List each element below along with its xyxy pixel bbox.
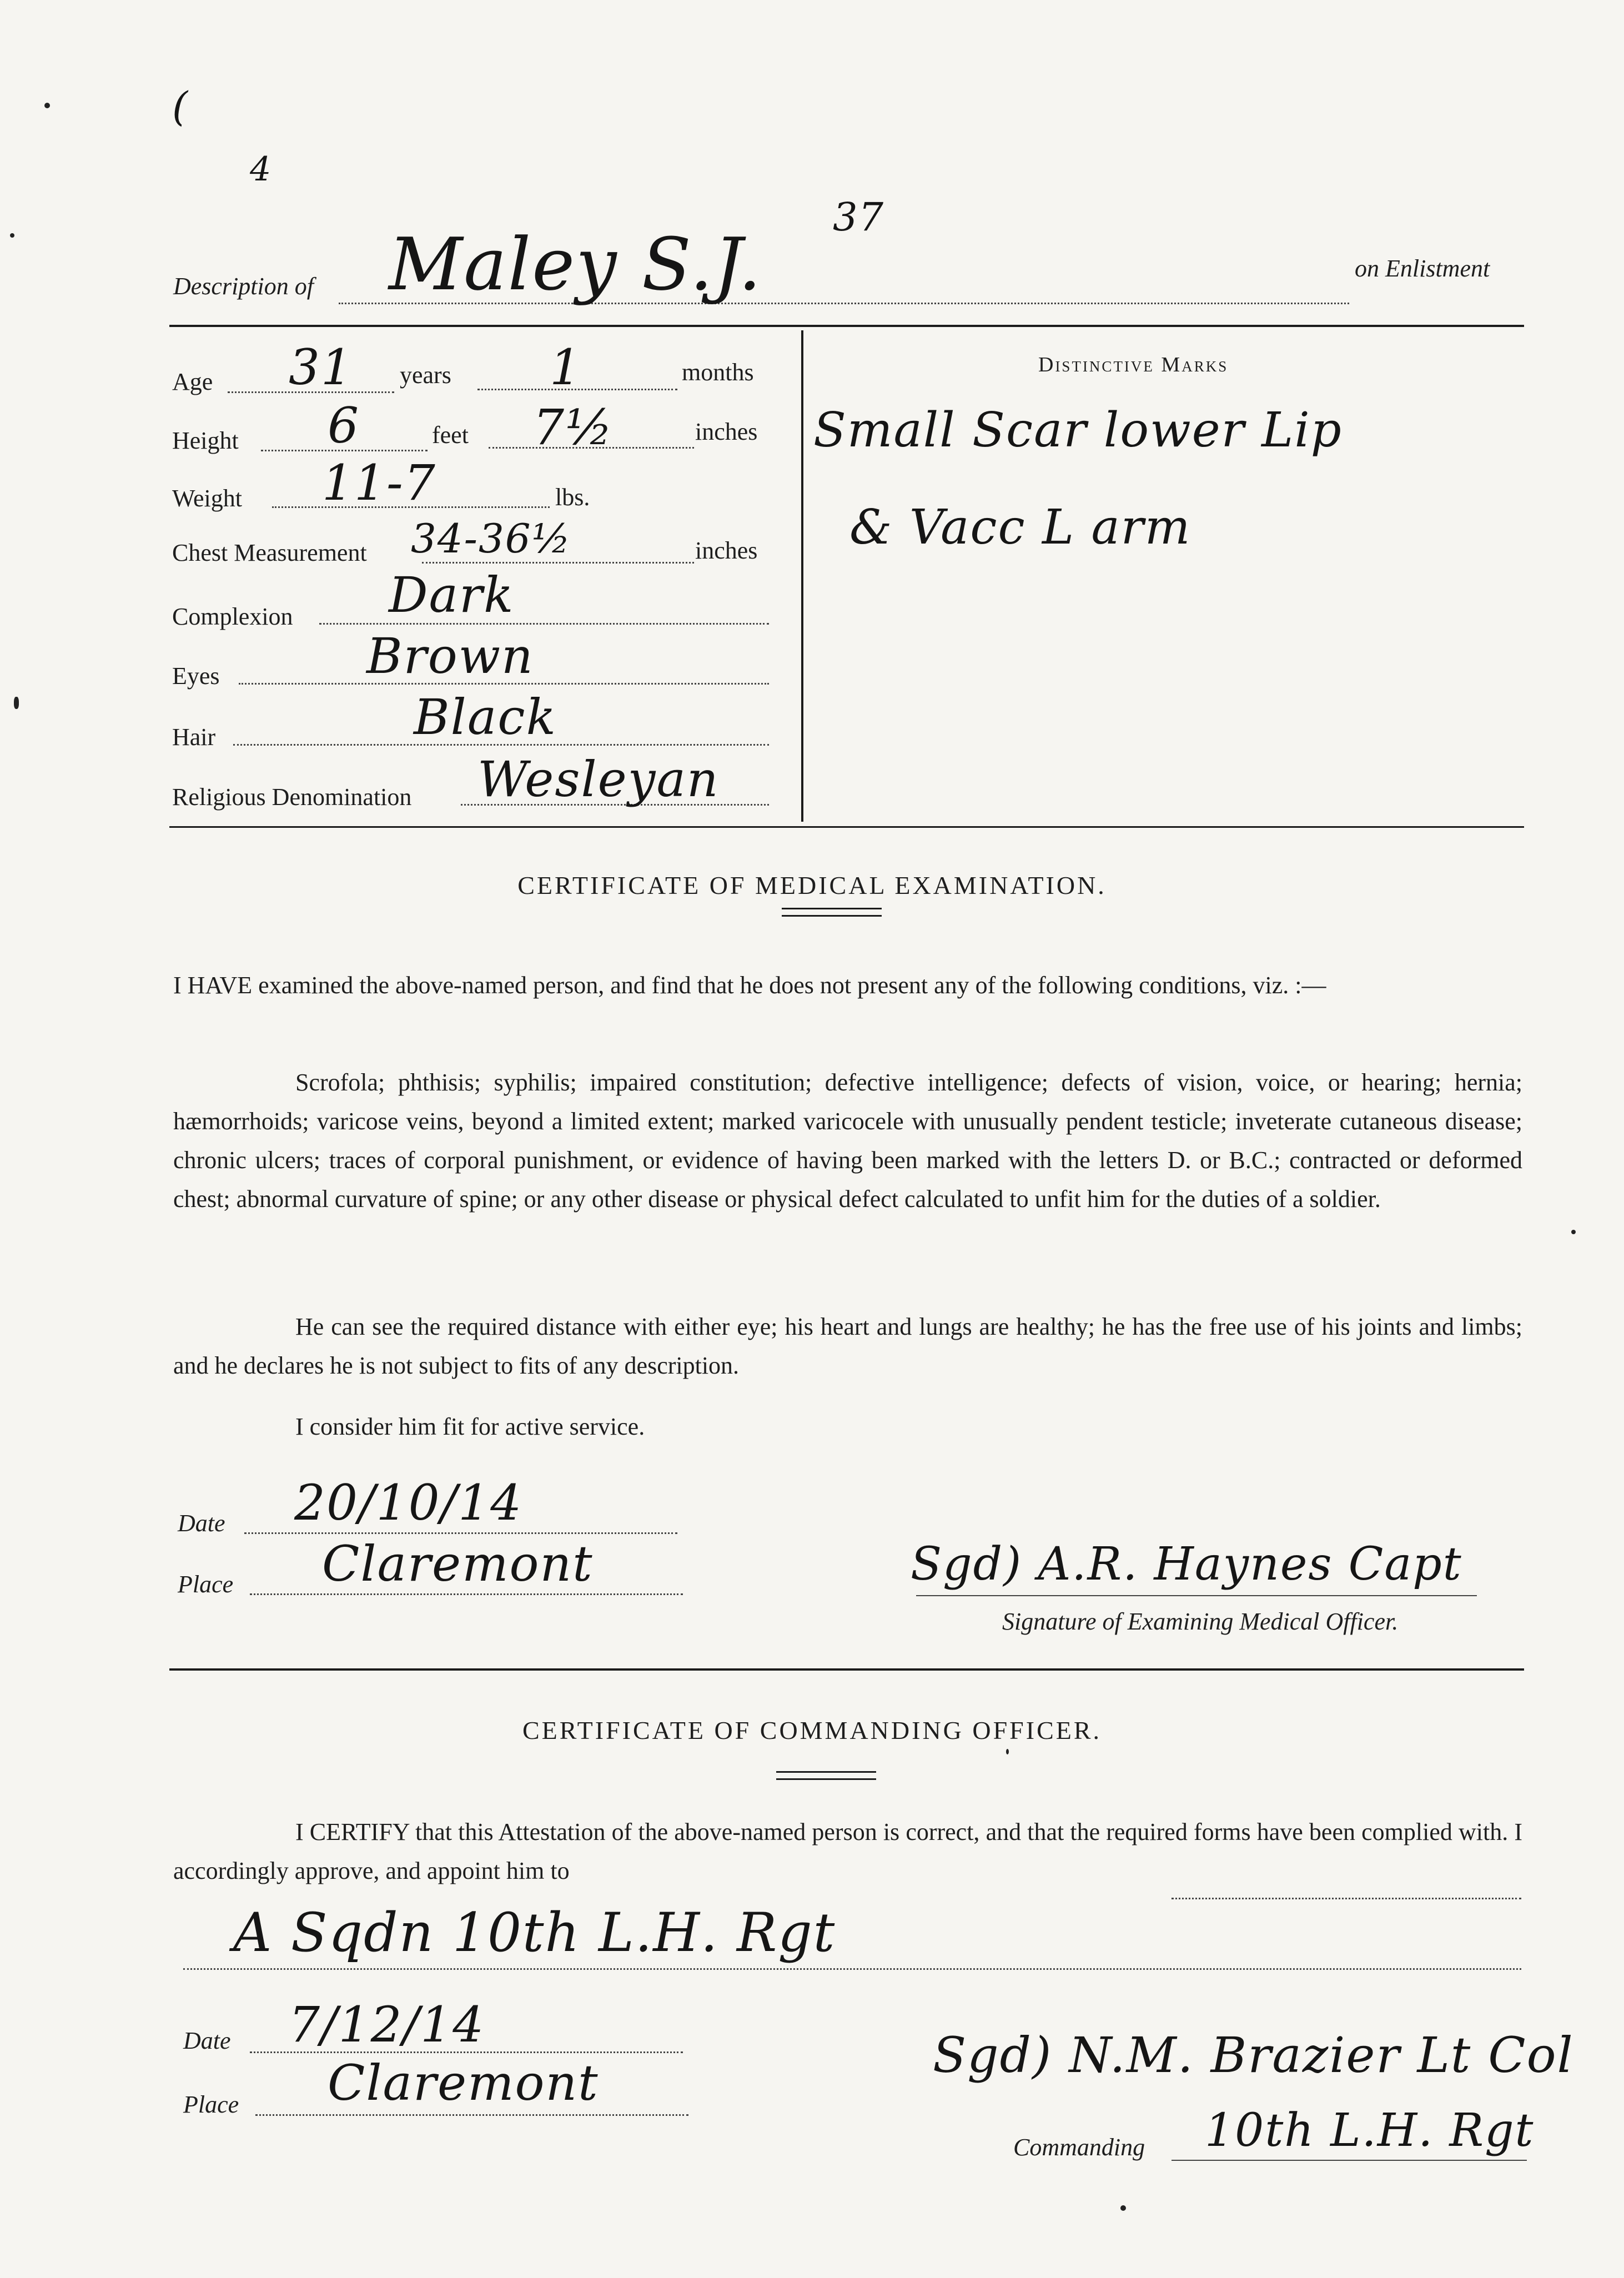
corner-mark: ( bbox=[172, 83, 189, 130]
feet-label: feet bbox=[432, 421, 469, 449]
medical-fitness: He can see the required distance with either eye; his heart and lungs are healthy; he has the free use of his joints and limbs; and he declares he is not subject to fits of any description. bbox=[173, 1313, 1522, 1379]
scan-speck bbox=[44, 103, 50, 108]
description-label: Description of bbox=[173, 273, 314, 300]
medical-intro-text: I HAVE examined the above-named person, and find that he does not present any of the following conditions, viz. :— bbox=[173, 972, 1326, 999]
medical-date-label: Date bbox=[178, 1510, 225, 1537]
scan-speck bbox=[1120, 2205, 1126, 2211]
weight-value: 11-7 bbox=[322, 454, 436, 511]
commanding-label: Commanding bbox=[1013, 2134, 1145, 2161]
months-label: months bbox=[682, 359, 754, 386]
section-rule bbox=[169, 1668, 1524, 1671]
commanding-heading-underline-2 bbox=[776, 1778, 876, 1780]
age-label: Age bbox=[172, 368, 213, 395]
complexion-line bbox=[319, 623, 769, 625]
age-years-value: 31 bbox=[289, 339, 353, 396]
appoint-line-1 bbox=[1172, 1898, 1521, 1899]
height-inches-value: 7½ bbox=[533, 399, 614, 456]
medical-date-value: 20/10/14 bbox=[294, 1474, 523, 1531]
lbs-label: lbs. bbox=[555, 484, 590, 511]
medical-place-label: Place bbox=[178, 1571, 234, 1598]
medical-heading-underline bbox=[782, 908, 882, 909]
height-label: Height bbox=[172, 427, 239, 454]
commanding-date-value: 7/12/14 bbox=[289, 1996, 485, 2053]
distinctive-marks-heading: Distinctive Marks bbox=[1038, 353, 1229, 376]
commanding-place-line bbox=[255, 2114, 688, 2116]
appoint-line-2 bbox=[183, 1968, 1521, 1970]
commanding-officer-signature: Sgd) N.M. Brazier Lt Col bbox=[933, 2026, 1574, 2084]
regimental-number: 37 bbox=[833, 194, 885, 240]
medical-place-line bbox=[250, 1593, 683, 1595]
complexion-value: Dark bbox=[389, 566, 515, 623]
scan-speck bbox=[14, 697, 19, 709]
religion-value: Wesleyan bbox=[477, 751, 720, 808]
hair-value: Black bbox=[414, 688, 557, 746]
age-months-value: 1 bbox=[550, 339, 582, 396]
medical-heading-underline-2 bbox=[782, 915, 882, 917]
appointment-value: A Sqdn 10th L.H. Rgt bbox=[233, 1902, 836, 1964]
medical-signature-caption: Signature of Examining Medical Officer. bbox=[1002, 1608, 1399, 1635]
medical-intro bbox=[173, 966, 1522, 1005]
top-rule bbox=[169, 325, 1524, 327]
on-enlistment-label: on Enlistment bbox=[1355, 255, 1490, 282]
medical-conditions: Scrofola; phthisis; syphilis; impaired constitution; defective intelligence; defects of vision, voice, or hearing; hernia; hæmorrhoids; varicose veins, beyond a limited extent; marked varicocele with unusually pendent testicle; inveterate cutaneous disease; chronic ulcers; traces of corporal punishment, or evidence of having been marked with the letters D. or B.C.; contracted or deformed chest; abnormal curvature of spine; or any other disease or physical defect calculated to unfit him for the duties of a soldier. bbox=[173, 1069, 1522, 1213]
eyes-label: Eyes bbox=[172, 662, 220, 690]
medical-signature-line bbox=[916, 1595, 1477, 1596]
medical-consider: I consider him fit for active service. bbox=[295, 1413, 645, 1440]
commanding-heading-underline bbox=[776, 1771, 876, 1773]
commanding-place-label: Place bbox=[183, 2091, 239, 2118]
commanding-heading: CERTIFICATE OF COMMANDING OFFICER. bbox=[522, 1716, 1102, 1744]
page-number-mark: 4 bbox=[250, 150, 273, 189]
medical-heading: CERTIFICATE OF MEDICAL EXAMINATION. bbox=[517, 871, 1107, 899]
commanding-line bbox=[1172, 2160, 1527, 2161]
complexion-label: Complexion bbox=[172, 603, 293, 630]
inches-label: inches bbox=[695, 418, 758, 445]
height-feet-value: 6 bbox=[328, 397, 360, 454]
chest-inches-label: inches bbox=[695, 537, 758, 564]
hair-label: Hair bbox=[172, 723, 216, 751]
scan-speck bbox=[1006, 1749, 1009, 1754]
scan-speck bbox=[1571, 1230, 1576, 1234]
commanding-date-label: Date bbox=[183, 2027, 231, 2054]
scan-speck bbox=[10, 233, 14, 238]
distinctive-marks-line1: Small Scar lower Lip bbox=[813, 403, 1343, 458]
commanding-place-value: Claremont bbox=[328, 2054, 599, 2111]
medical-officer-signature: Sgd) A.R. Haynes Capt bbox=[911, 1538, 1462, 1591]
chest-label: Chest Measurement bbox=[172, 539, 367, 566]
medical-date-line bbox=[244, 1532, 677, 1534]
description-name: Maley S.J. bbox=[389, 222, 762, 306]
religion-label: Religious Denomination bbox=[172, 783, 412, 811]
weight-label: Weight bbox=[172, 485, 242, 512]
chest-value: 34-36½ bbox=[411, 515, 572, 562]
commanding-text: I CERTIFY that this Attestation of the above-named person is correct, and that the required forms have been complied with. I accordingly approve, and appoint him to bbox=[173, 1818, 1522, 1884]
chest-line bbox=[422, 562, 694, 564]
distinctive-marks-line2: & Vacc L arm bbox=[849, 500, 1191, 555]
medical-place-value: Claremont bbox=[322, 1535, 594, 1592]
column-divider bbox=[801, 330, 803, 822]
form-bottom-rule bbox=[169, 826, 1524, 828]
years-label: years bbox=[400, 361, 451, 389]
commanding-unit-value: 10th L.H. Rgt bbox=[1205, 2104, 1535, 2157]
eyes-value: Brown bbox=[366, 627, 534, 685]
